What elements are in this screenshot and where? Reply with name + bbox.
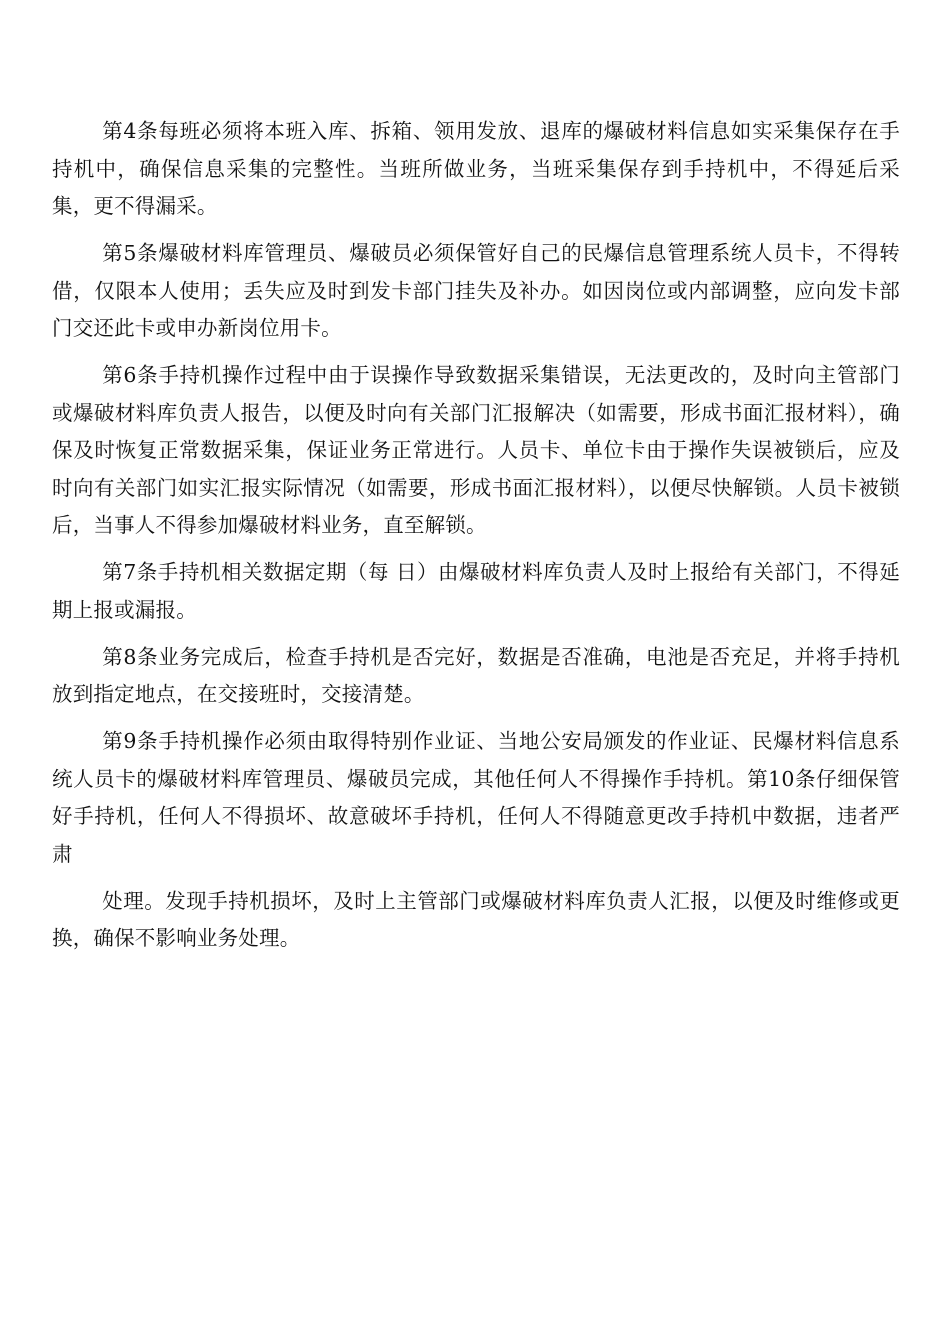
paragraph-article-6: 第6条手持机操作过程中由于误操作导致数据采集错误，无法更改的，及时向主管部门或爆破材料库负责人报告，以便及时向有关部门汇报解决（如需要，形成书面汇报材料），确保及时恢复正常数据采集，保证业务正常进行。人员卡、单位卡由于操作失误被锁后，应及时向有关部门如实汇报实际情况（如需要，形成书面汇报材料），以便尽快解锁。人员卡被锁后，当事人不得参加爆破材料业务，直至解锁。 (52, 363, 900, 537)
paragraph-article-7: 第7条手持机相关数据定期（每 日）由爆破材料库负责人及时上报给有关部门，不得延期上报或漏报。 (52, 560, 900, 622)
paragraph-article-9-10: 第9条手持机操作必须由取得特别作业证、当地公安局颁发的作业证、民爆材料信息系统人员卡的爆破材料库管理员、爆破员完成，其他任何人不得操作手持机。第10条仔细保管好手持机，任何人不得损坏、故意破坏手持机，任何人不得随意更改手持机中数据，违者严肃 (52, 729, 900, 866)
paragraph-article-5: 第5条爆破材料库管理员、爆破员必须保管好自己的民爆信息管理系统人员卡，不得转借，仅限本人使用；丢失应及时到发卡部门挂失及补办。如因岗位或内部调整，应向发卡部门交还此卡或申办新岗位用卡。 (52, 241, 900, 340)
paragraph-article-4: 第4条每班必须将本班入库、拆箱、领用发放、退库的爆破材料信息如实采集保存在手持机中，确保信息采集的完整性。当班所做业务，当班采集保存到手持机中，不得延后采集，更不得漏采。 (52, 119, 900, 218)
paragraph-continuation: 处理。发现手持机损坏，及时上主管部门或爆破材料库负责人汇报，以便及时维修或更换，确保不影响业务处理。 (52, 888, 900, 950)
paragraph-article-8: 第8条业务完成后，检查手持机是否完好，数据是否准确，电池是否充足，并将手持机放到指定地点，在交接班时，交接清楚。 (52, 644, 900, 706)
document-body (52, 113, 900, 967)
